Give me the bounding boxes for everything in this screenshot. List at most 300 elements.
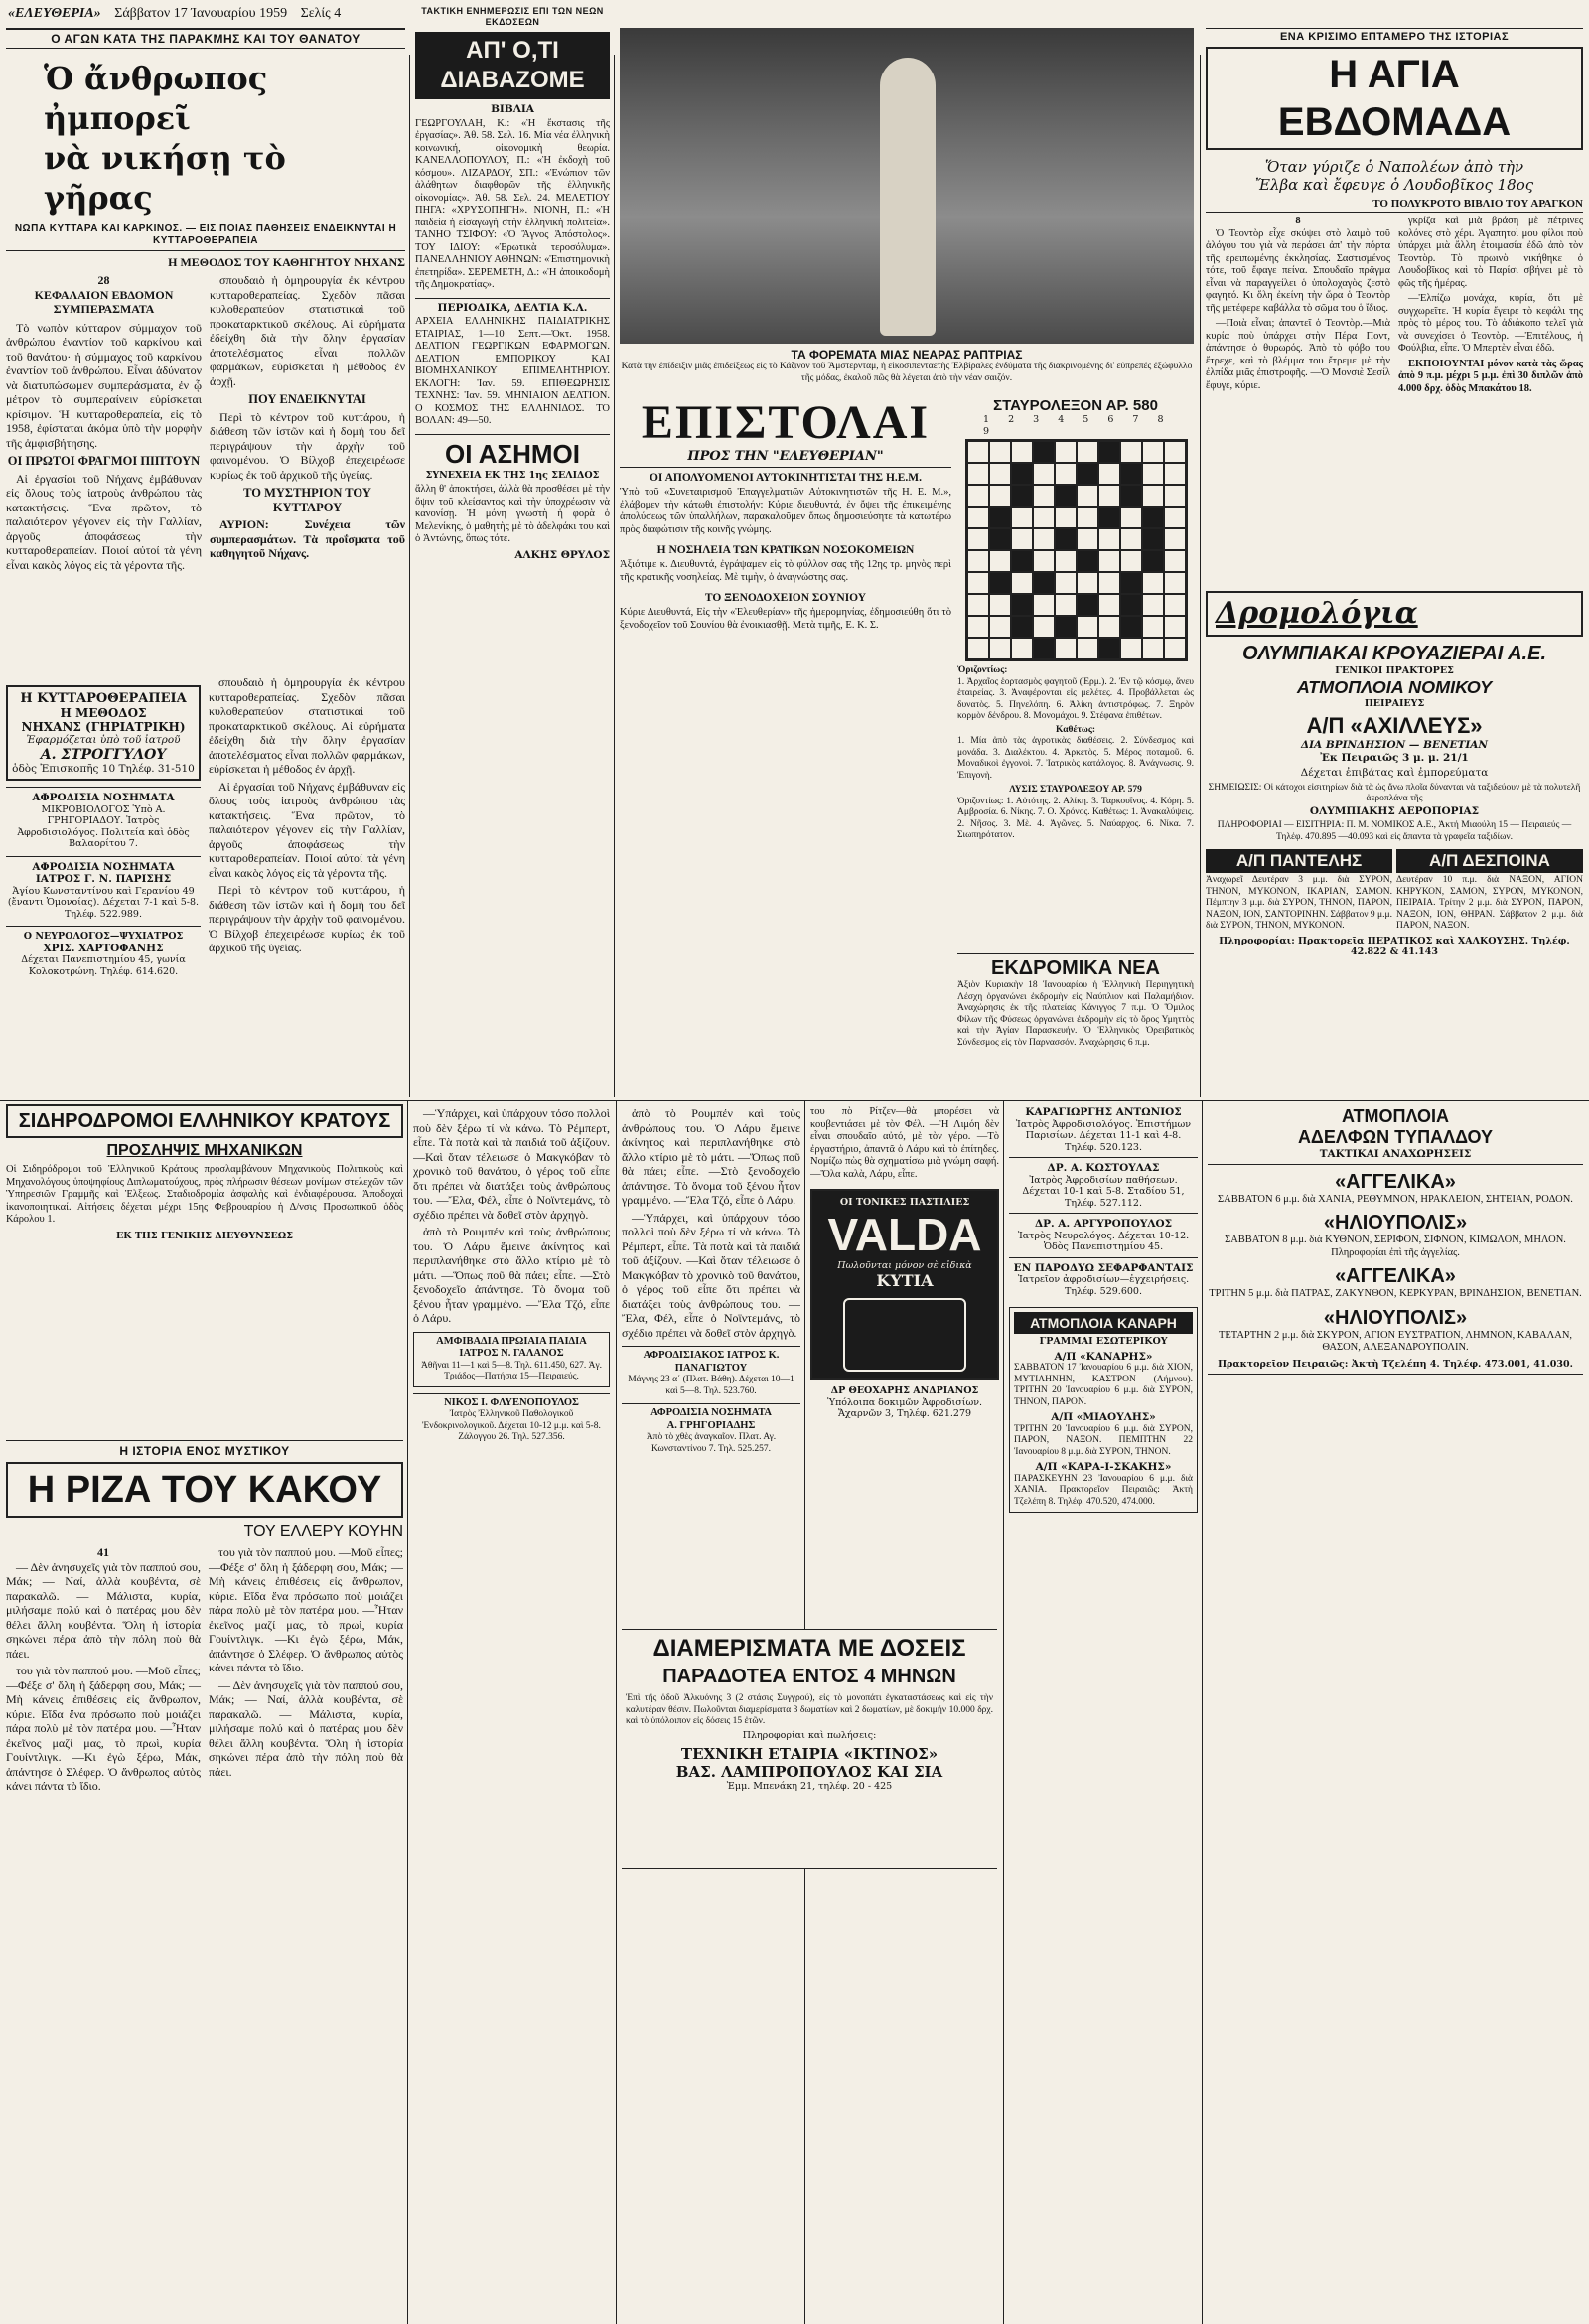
column-rule [1200,55,1201,1097]
part-number: 8 [1295,216,1301,226]
crossword-title: ΣΤΑΥΡΟΛΕΞΟΝ ΑΡ. 580 [993,397,1158,414]
shipping-section [1206,591,1583,1097]
crossword-grid [965,439,1188,661]
apartments-title-2: ΠΑΡΑΔΟΤΕΑ ΕΝΤΟΣ 4 ΜΗΝΩΝ [662,1666,956,1687]
crossword-cell [1120,463,1142,485]
article-continuation: ΑΥΡΙΟΝ: Συνέχεια τῶν συμπερασμάτων. Τὰ προΐσματα τοῦ καθηγητοῦ Νήχανς. [210,517,405,560]
article-title: Η ΑΓΙΑ ΕΒΔΟΜΑΔΑ [1277,53,1512,144]
ship-name: Α/Π «ΜΙΑΟΥΛΗΣ» [1051,1411,1156,1423]
ad-text: Ἀθῆναι 11—1 καὶ 5—8. Τηλ. 611.450, 627. Ἁγ. Τριάδος—Πατήσια 15—Πειραιεύς. [420,1360,603,1381]
crossword-cell [1164,638,1186,659]
crossword-cell [1055,507,1077,528]
column-rule [1202,1100,1203,2324]
crossword-cell [967,616,989,638]
story-body: ἄλλη θ' ἀποκτήσει, ἀλλὰ θὰ προσθέσει μὲ τὴν ὄψιν τοῦ κλείσαντος καὶ τὴν ὑποχρέωσιν νὰ κανονίσῃ. Ἡ μόνη γνωστὴ ἡ φορὰ ὁ Μελενίκης, ὁ μαθητὴς μὲ τὸ ἀδελφάκι του καὶ ὁ Ἀντώνης, ὅπως τότε. [415,484,610,544]
apartments-info-label: Πληροφορίαι καὶ πωλήσεις: [742,1729,877,1741]
letter-heading: Η ΝΟΣΗΛΕΙΑ ΤΩΝ ΚΡΑΤΙΚΩΝ ΝΟΣΟΚΟΜΕΙΩΝ [656,544,915,556]
ship-name: «ΑΓΓΕΛΙΚΑ» [1335,1265,1456,1287]
article-body: —Ποιὰ εἶναι; ἀπαντεῖ ὁ Τεοντὸρ.—Μιὰ κυρία ποὺ ὑπάρχει στὴν Πέρα Ποντ, ἀπάντησε ὁ θυρωρός. Ἀπὸ τὸ φόβο του ἔτρεχε, καὶ τὸ βλέμμα του ἔτρεμε μὲ τὴν ἐλπίδα μιᾶς ἐπιστροφῆς. —Ὁ Μονσιὲ Σεσίλ ἔφυγε, κύριε. [1206,318,1390,391]
letter-heading: ΤΟ ΞΕΝΟΔΟΧΕΙΟΝ ΣΟΥΝΙΟΥ [704,592,867,604]
ship-schedule: ΤΡΙΤΗΝ 5 μ.μ. διὰ ΠΑΤΡΑΣ, ΖΑΚΥΝΘΟΝ, ΚΕΡΚΥΡΑΝ, ΒΡΙΝΔΗΣΙΟΝ, ΒΕΝΕΤΙΑΝ. [1209,1288,1582,1299]
article-body: Ὁ Τεοντὸρ εἶχε σκύψει στὸ λαιμὸ τοῦ ἀλόγου του γιὰ νὰ περάσει ἀπ' τὴν πόρτα τῆς ἐρειπωμένης ἐκκλησίας. Σαστισμένος τότε, τοῦ ἔφαγε πείνα. Σπουδαῖο πρᾶγμα εἶναι νὰ παραγγείλει ὁ ὑπολοχαγὸς ζεστὸ φαγητό. Κι ὅλη ἐκείνη τὴν ὥρα ὁ Τεοντὸρ τῆς μετέφερε καβάλλα τὸ σῶμα του ὁ ἴδιος. [1206,227,1390,314]
letter-heading: ΟΙ ΑΠΟΛΥΟΜΕΝΟΙ ΑΥΤΟΚΙΝΗΤΙΣΤΑΙ ΤΗΣ Η.Ε.Μ. [649,472,923,484]
serial-kicker: Η ΙΣΤΟΡΙΑ ΕΝΟΣ ΜΥΣΤΙΚΟΥ [6,1440,403,1458]
story-title: ΟΙ ΑΣΗΜΟΙ [445,438,580,469]
section-heading: ΟΙ ΠΡΩΤΟΙ ΦΡΑΓΜΟΙ ΠΙΠΤΟΥΝ [7,454,201,468]
valda-tin [843,1298,966,1372]
crossword-cell [1077,463,1098,485]
crossword-cell [989,507,1011,528]
railways-footer: ΕΚ ΤΗΣ ΓΕΝΙΚΗΣ ΔΙΕΥΘΥΝΣΕΩΣ [116,1230,293,1241]
chapter-subtitle: ΣΥΜΠΕΡΑΣΜΑΤΑ [53,302,155,316]
apartments-company: ΤΕΧΝΙΚΗ ΕΤΑΙΡΙΑ «ΙΚΤΙΝΟΣ» [680,1745,939,1763]
article-body: —Ἐλπίζω μονάχα, κυρία, ὅτι μὲ συγχωρεῖτε. Ἡ κυρία ἔγειρε τὸ κεφάλι της πρὸς τὸ μέρος του. Τὸ ἀδιάκοπο τελεῖ γιὰ νὰ συνεχίσει ὁ Τεοντὸρ. —Ἐπιτέλους, ἡ Φούλβια, εἶπε. Ὁ Μπερτὲν εἶναι ἐδῶ. [1398,293,1583,354]
ship-schedule: ΤΡΙΤΗΝ 20 Ἰανουαρίου 6 μ.μ. διὰ ΣΥΡΟΝ, ΠΑΡΟΝ, ΝΑΞΟΝ. ΠΕΜΠΤΗΝ 22 Ἰανουαρίου 8 μ.μ. διὰ ΣΥΡΟΝ, ΤΗΝΟΝ. [1014,1423,1193,1457]
crossword-cell [967,638,989,659]
railways-ad [6,1104,403,1432]
ship-name: Α/Π ΔΕΣΠΟΙΝΑ [1396,849,1583,873]
ship-schedule: ΣΑΒΒΑΤΟΝ 17 Ἰανουαρίου 6 μ.μ. διὰ ΧΙΟΝ, ΜΥΤΙΛΗΝΗΝ, ΚΑΣΤΡΟΝ (Λήμνου). ΤΡΙΤΗΝ 20 Ἰανουαρίου 6 μ.μ. διὰ ΣΥΡΟΝ, ΤΗΝΟΝ, ΠΑΡΟΝ. [1014,1363,1193,1407]
clues-heading: Καθέτως: [1055,724,1096,735]
crossword-cell [1164,572,1186,594]
crossword-cell [1077,485,1098,507]
crossword-cell [989,528,1011,550]
ad-title: ΑΦΡΟΔΙΣΙΑ ΝΟΣΗΜΑΤΑ [650,1407,772,1418]
crossword-cell [1142,441,1164,463]
ship-schedule: ΣΑΒΒΑΤΟΝ 6 μ.μ. διὰ ΧΑΝΙΑ, ΡΕΘΥΜΝΟΝ, ΗΡΑΚΛΕΙΟΝ, ΣΗΤΕΙΑΝ, ΡΟΔΟΝ. [1218,1193,1573,1205]
books-section [415,6,610,1093]
medical-ad [1009,1258,1198,1302]
crossword-cell [1120,638,1142,659]
apartments-ad [622,1629,997,1869]
crossword-cell [989,463,1011,485]
issue-date: Σάββατον 17 Ίανουαρίου 1959 [114,6,288,21]
excursions-section [957,953,1194,1092]
ad-text: Δέχεται Πανεπιστημίου 45, γωνία Κολοκοτρώνη. Τηλέφ. 614.620. [21,954,186,977]
ad-text: Ἰατρὸς Ἀφροδισίων παθήσεων. Δέχεται 10-1 καὶ 5-8. Σταδίου 51, Τηλέφ. 527.112. [1022,1174,1185,1209]
article-body: Αἱ ἐργασίαι τοῦ Νήχανς ἐμβάθυναν εἰς ὅλους τοὺς ἰατροὺς ἀνθρώπου τὰς κατακτήσεις. Ἕνα πρῶτον, τὸ παλαιότερον γέγονεν εἰς τὴν Γαλλίαν, ἀργοῦς ἀποφάσεως τὴν κυτταροθεραπείαν. Ποιοί αὐτοί τὰ γένη εἶναι κακὸς λόγος εἰς τὰ γέροντα τῆς. [6,471,202,572]
ship-name: Α/Π «ΑΧΙΛΛΕΥΣ» [1306,713,1483,738]
crossword-cell [1098,507,1120,528]
ship-schedule: ΠΑΡΑΣΚΕΥΗΝ 23 Ἰανουαρίου 6 μ.μ. διὰ ΧΑΝΙΑ. Πρακτορεῖον Πειραιῶς: Ἀκτὴ Τζελέπη 8. Τηλέφ. 470.520, 474.000. [1014,1473,1193,1507]
serial-body: του γιὰ τὸν παππού μου. —Μοῦ εἶπες; —Φέξε σ' ὅλη ἡ ξάδερφη σου, Μάκ; —Μὴ κάνεις ἐπιθέσεις εἰς ἄνθρωπον, κύριε. Εἴδα ἕνα πρόσωπο ποὺ μοιάζει πάρα πολὺ μὲ τὸν πατέρα μου. —Ἦταν ἐκεῖνος μαζί μας, τὸ πρωὶ, κυρία Γουίντλιγκ. —Κι ἐγὼ ξέρω, Μάκ, ἀπάντησε ὁ Σλέφερ. Ὁ ἄνθρωπος αὐτὸς κάνει πάντα τὸ ἴδιο. [6,1664,201,1793]
crossword-cell [1098,572,1120,594]
apartments-body: Ἐπὶ τῆς ὁδοῦ Ἀλκυόνης 3 (2 στάσις Συγγρού), εἰς τὸ μονοπάτι ἐγκαταστάσεως καὶ εἰς τὴν καλυτέραν θέσιν. Πωλοῦνται διαμερίσματα 3 δωματίων καὶ 2 δωματίων, μὲ δοκιμήν 10.000 δρχ. καὶ τὸ ὑπόλοιπον εἰς δόσεις 15 ἐτῶν. [626,1693,993,1726]
column-rule [409,55,410,1097]
serial-body: του πὸ Ρίτζεν—θὰ μπορέσει νὰ κουβεντιάσει μὲ τὸν Φέλ. —Ἡ Λιμόη δὲν εἶναι σπουδαῖο αὐτό, μὲ τὸν γέρο. —Τὸ ἐργαστήριο, ἀπαντᾶ ὁ Λάρυ καὶ τὸ ἐπίτηδες. Νομίζω πὼς θὰ σχηματίσω μιὰ γνώμη σαφή. —Ὅλα καλὰ, Λάρυ, εἶπε. [810,1106,999,1180]
ad-doctor-name: ΙΑΤΡΟΣ Γ. Ν. ΠΑΡΙΣΗΣ [35,873,172,885]
notices-column [1009,1106,1198,2318]
crossword-cell [1098,638,1120,659]
shipping-company: ΑΤΜΟΠΛΟΙΑ ΝΟΜΙΚΟΥ [1296,676,1493,697]
ad-doctor-name: Α. ΣΤΡΟΓΓΥΛΟΥ [40,746,167,763]
ship-schedule: Ἀναχωρεῖ Δευτέραν 3 μ.μ. διὰ ΣΥΡΟΝ, ΤΗΝΟΝ, ΜΥΚΟΝΟΝ, ΙΚΑΡΙΑΝ, ΣΑΜΟΝ. Πέμπτην 3 μ.μ. διὰ ΣΥΡΟΝ, ΤΗΝΟΝ, ΠΑΡΟΝ, ΝΑΞΟΝ, ΙΟΝ, ΣΑΝΤΟΡΙΝΗΝ. Σάββατον 9 μ.μ. διὰ ΣΥΡΟΝ, ΤΗΝΟΝ, ΜΥΚΟΝΟΝ. [1206,875,1392,931]
column-rule [1003,1100,1004,2324]
article-body: Περὶ τὸ κέντρον τοῦ κυττάρου, ἡ διάθεση τῶν ἰστῶν καὶ ἡ δομὴ του δεῖ περιγράψουν τὴν ἀρχὴν τοῦ φαινομένου. Ὁ Βίλχοβ ἐπεχειρέωσε κυρίως ἐκ τοῦ ἀρχικοῦ τῆς ὑγείας. [210,409,405,482]
article-byline: ΤΟ ΠΟΛΥΚΡΟΤΟ ΒΙΒΛΙΟ ΤΟΥ ΑΡΑΓΚΟΝ [1206,198,1583,213]
crossword-cell [1120,485,1142,507]
article-continued [209,675,405,1073]
serial-body: ἀπὸ τὸ Ρουμπέν καὶ τοὺς ἀνθρώπους του. Ὁ Λάρυ ἔμεινε ἀκίνητος καὶ περιπλανήθηκε στὸ ἄλλο κτίριο μὲ τὸ μάτι. —Ὅπως ποῦ θὰ πάει; εἶπε. —Στὸ ξενοδοχεῖο ἀπάντησε. Τὸ ὄνομα τοῦ ξένου ἦταν γραμμένο. —Ἔλα Τζό, εἶπε ὁ Λάρυ. [413,1225,610,1325]
apartments-address: Ἐμμ. Μπενάκη 21, τηλέφ. 20 - 425 [726,1781,893,1792]
section-heading: ΤΟ ΜΥΣΤΗΡΙΟΝ ΤΟΥ ΚΥΤΤΑΡΟΥ [243,486,371,514]
crossword-cell [1033,550,1055,572]
kanaris-subtitle: ΓΡΑΜΜΑΙ ΕΣΩΤΕΡΙΚΟΥ [1039,1336,1168,1347]
ad-title: Η ΚΥΤΤΑΡΟΘΕΡΑΠΕΙΑ [20,691,187,706]
crossword-cell [1164,616,1186,638]
crossword-cell [1164,528,1186,550]
article-body: Τὸ νωπὸν κύτταρον σύμμαχον τοῦ ἀνθρώπου ἐναντίον τοῦ καρκίνου καὶ τοῦ θανάτου· ἡ σύμμαχος τοῦ καρκίνου ἐναντίον τοῦ ἀνθρώπου. Εἶναι ἀδύνατον νὰ διατυπώσωμεν συμπεράσματα, ἐν ᾧ μέτρον τὸ συμπεραίνειν εὑρίσκεται κρίσιμον. Ἡ κυτταροθεραπεία, εἰς τὸ 1958, ἐφίσταται ἀκόμα ὑπὸ τὴν μορφὴν τῆς ἀμφισβήτησης. [6,320,202,450]
shipping-note: ΣΗΜΕΙΩΣΙΣ: Οἱ κάτοχοι εἰσιτηρίων διὰ τὰ ὡς ἄνω πλοῖα δύνανται νὰ ταξιδεύουν μὲ τὰ πολυτελῆ ἀεροπλάνα τῆς [1208,782,1581,803]
medical-ad [413,1332,610,1387]
crossword-cell [1077,507,1098,528]
crossword-cell [1033,485,1055,507]
crossword-cell [1120,550,1142,572]
solution-text: Ὁριζοντίως: 1. Αὐτότης. 2. Αλίκη. 3. Ταρκουΐνος. 4. Κόρη. 5. Αμβροσία. 6. Νίκης. 7. Ο. Χρόνος. Καθέτως: 1. Ἀνακαλύψεις. 2. Νῆσος. 3. Μὲ. 4. Ἀγῶνες. 5. Ναύαρχος. 6. Νίκα. 7. Σιωπηρότατον. [957,796,1194,840]
letter-body: Κύριε Διευθυντά, Εἰς τὴν «Ἐλευθερίαν» τῆς ἡμερομηνίας, ἐδημοσιεύθη ὅτι τὸ ξενοδοχεῖον τοῦ Σουνίου θὰ ἐνοικιασθῇ. Μετὰ τιμῆς, Ε. Κ. Σ. [620,607,951,631]
ad-doctor-name: ΔΡ ΘΕΟΧΑΡΗΣ ΑΝΔΡΙΑΝΟΣ [830,1385,979,1396]
ship-cargo: Δέχεται ἐπιβάτας καὶ ἐμπορεύματα [1300,767,1489,779]
crossword-cell [1055,638,1077,659]
page-number: Σελίς 4 [300,6,342,21]
airline-name: ΟΛΥΜΠΙΑΚΗΣ ΑΕΡΟΠΟΡΙΑΣ [1309,804,1480,817]
crossword-cell [1142,616,1164,638]
headline-line-2: νὰ νικήσῃ τὸ γῆρας [44,139,286,217]
kanaris-ad [1009,1307,1198,1513]
railways-title: ΣΙΔΗΡΟΔΡΟΜΟΙ ΕΛΛΗΝΙΚΟΥ ΚΡΑΤΟΥΣ [18,1110,391,1132]
subsection-title: ΠΕΡΙΟΔΙΚΑ, ΔΕΛΤΙΑ Κ.Λ. [415,298,610,315]
crossword-cell [1098,594,1120,616]
crossword-cell [1033,616,1055,638]
article-body: σπουδαιὸ ἡ ὁμηρουργία ἐκ κέντρου κυτταροθεραπείας. Σχεδὸν πᾶσαι κυλοθεραπεύον στατιστικαὶ τοῦ προκαταρκτικοῦ σκέλους. Αἱ εὐρήματα ἐδείχθη διὰ τὴν ὅλην ἐργασίαν ἀποτελέσματος εἶναι πολλῶν φαρμάκων, εὑρίσκεται ἡ μέθοδος ἐν ἀρχῇ. [209,675,405,776]
section-rule [0,1100,1589,1101]
crossword-cell [1011,594,1033,616]
crossword-cell [1033,572,1055,594]
ship-schedule: ΣΑΒΒΑΤΟΝ 8 μ.μ. διὰ ΚΥΘΝΟΝ, ΣΕΡΙΦΟΝ, ΣΙΦΝΟΝ, ΚΙΜΩΛΟΝ, ΜΗΛΟΝ. Πληροφορίαι ἐπὶ τῆς ἀγγελίας. [1225,1235,1566,1258]
excursions-title: ΕΚΔΡΟΜΙΚΑ ΝΕΑ [957,953,1194,980]
medical-ad [1009,1106,1198,1158]
ad-text: Ἁγίου Κωνσταντίνου καὶ Γερανίου 49 (ἔναντι Ὁμονοίας). Δέχεται 7-1 καὶ 5-8. Τηλέφ. 522.989. [7,885,200,920]
subsection-title: ΒΙΒΛΙΑ [491,103,534,115]
shipping-info: ΠΛΗΡΟΦΟΡΙΑΙ — ΕΙΣΙΤΗΡΙΑ: Π. Μ. ΝΟΜΙΚΟΣ Α.Ε., Ἀκτή Μιαούλη 15 — Πειραιεύς — Τηλέφ. 470.895 —40.093 καὶ εἰς ἅπαντα τὰ γραφεῖα ταξιδίων. [1217,820,1572,842]
crossword-cell [1011,463,1033,485]
ad-doctor-name: ΑΦΡΟΔΙΣΙΑΚΟΣ ΙΑΤΡΟΣ Κ. ΠΑΝΑΓΙΩΤΟΥ [643,1350,780,1374]
medical-ad [1009,1158,1198,1214]
crossword-cell [1077,594,1098,616]
crossword-cell [989,594,1011,616]
medical-ad [622,1403,800,1455]
crossword-cell [1120,441,1142,463]
valda-ad [810,1189,999,1380]
crossword [957,397,1194,953]
ad-title: ΑΦΡΟΔΙΣΙΑ ΝΟΣΗΜΑΤΑ [32,860,175,873]
section-kicker: ΤΑΚΤΙΚΗ ΕΝΗΜΕΡΩΣΙΣ ΕΠΙ ΤΩΝ ΝΕΩΝ ΕΚΔΟΣΕΩΝ [421,6,604,27]
article-footnote: ΕΚΠΟΙΟΥΝΤΑΙ μόνον κατὰ τὰς ὥρας ἀπὸ 9 π.μ. μέχρι 5 μ.μ. ἐπὶ 30 διπλῶν ἀπὸ 4.000 δρχ. ὁδὸς Μπακάτου 18. [1398,358,1583,394]
chapter-title: ΚΕΦΑΛΑΙΟΝ ΕΒΔΟΜΟΝ [34,287,174,302]
article-body: Αἱ ἐργασίαι τοῦ Νήχανς ἐμβάθυναν εἰς ὅλους τοὺς ἰατροὺς ἀνθρώπου τὰς κατακτήσεις. Ἕνα πρῶτον, τὸ παλαιότερον γέγονεν εἰς τὴν Γαλλίαν, ἀργοῦς ἀποφάσεως τὴν κυτταροθεραπείαν. Ποιοί αὐτοί τὰ γένη εἶναι κακὸς λόγος εἰς τὰ γέροντα τῆς. [209,779,405,880]
ad-doctor-name: ΔΡ. Α. ΑΡΓΥΡΟΠΟΥΛΟΣ [1034,1218,1173,1230]
serial-body: —Ὑπάρχει, καὶ ὑπάρχουν τόσο πολλοὶ ποὺ δὲν ξέρω τί νὰ κάνω. Τὸ Ρέμπερτ, εἶπε. Τὰ ποτὰ καὶ τὰ παιδιά τοῦ ἀξίζουν. —Καὶ ὅταν τέλειωσε ὁ Μακγκόβαν τὸ χρονικὸ τοῦ θανάτου, ὁ γέρος τοῦ εἶπε ὅτι πρέπει νὰ διατάξει τοὺς ἀνθρώπους του. —Ἔλα, Φέλ, εἶπε ὁ Νοϊντεμάνς, τὸ σχέδιο πρέπει νὰ δοθεῖ στὸν ἀρχηγὸ. [622,1210,800,1340]
crossword-cell [1098,528,1120,550]
crossword-cell [1142,638,1164,659]
crossword-cell [1011,485,1033,507]
medical-ad [1009,1214,1198,1258]
shipping-contact: Πληροφορίαι: Πρακτορεῖα ΠΕΡΑΤΙΚΟΣ καὶ ΧΑΛΚΟΥΣΗΣ. Τηλέφ. 42.822 & 41.143 [1219,935,1570,957]
ad-address: ὁδὸς Ἐπισκοπῆς 10 Τηλέφ. 31-510 [12,762,195,775]
ship-schedule: Δευτέραν 10 π.μ. διὰ ΝΑΞΟΝ, ΑΓΙΟΝ ΚΗΡΥΚΟΝ, ΣΑΜΟΝ, ΣΥΡΟΝ, ΜΥΚΟΝΟΝ, ΠΕΙΡΑΙΑ. Τρίτην 2 μ.μ. διὰ ΣΥΡΟΝ, ΠΑΡΟΝ, ΝΑΞΟΝ, ΙΟΝ, ΘΗΡΑΝ. Σάββατον 2 μ.μ. διὰ ΠΑΡΟΝ, ΝΑΞΟΝ. [1396,875,1583,931]
crossword-cell [1033,463,1055,485]
part-number: 41 [97,1545,109,1559]
crossword-cell [1055,572,1077,594]
crossword-cell [967,572,989,594]
serial-body: — Δὲν ἀνησυχεῖς γιὰ τὸν παππού σου, Μάκ; — Ναί, ἀλλὰ κουβέντα, σὲ παρακαλῶ. — Μάλιστα, κυρία, μιλήσαμε πολύ καὶ ὁ πατέρας μου δὲν θέλει ἄλλη κουβέντα. Ὅλη ἡ ἱστορία σηκώνει πέρα ἀπὸ τὴν πόλη ποὺ θὰ πάει. [209,1677,403,1779]
typaldos-ad [1208,1106,1583,2318]
crossword-cell [1098,616,1120,638]
ad-cell-therapy [6,685,201,1063]
crossword-cell [1077,528,1098,550]
crossword-cell [1011,550,1033,572]
shipping-contact: Πρακτορεῖον Πειραιῶς: Ἀκτὴ Τζελέπη 4. Τηλέφ. 473.001, 41.030. [1208,1359,1583,1376]
serial-body: ἀπὸ τὸ Ρουμπέν καὶ τοὺς ἀνθρώπους του. Ὁ Λάρυ ἔμεινε ἀκίνητος καὶ περιπλανήθηκε στὸ ἄλλο κτίριο μὲ τὸ μάτι. —Ὅπως ποῦ θὰ πάει; εἶπε. —Στὸ ξενοδοχεῖο ἀπάντησε. Τὸ ὄνομα τοῦ ξένου ἦταν γραμμένο. —Ἔλα Τζό, εἶπε ὁ Λάρυ. [622,1106,800,1207]
serial-body: — Δὲν ἀνησυχεῖς γιὰ τὸν παππού σου, Μάκ; — Ναί, ἀλλὰ κουβέντα, σὲ παρακαλῶ. — Μάλιστα, κυρία, μιλήσαμε πολύ καὶ ὁ πατέρας μου δὲν θέλει ἄλλη κουβέντα. Ὅλη ἡ ἱστορία σηκώνει πέρα ἀπὸ τὴν πόλη ποὺ θὰ πάει. [6,1559,201,1661]
railways-subtitle: ΠΡΟΣΛΗΨΙΣ ΜΗΧΑΝΙΚΩΝ [106,1142,303,1159]
railways-body: Οἱ Σιδηρόδρομοι τοῦ Ἑλληνικοῦ Κράτους προσλαμβάνουν Μηχανικοὺς Πολιτικοὺς καὶ Μηχανολόγους ὑποψηφίους Διπλωματούχους, πρὸς πλήρωσιν θέσεων μονίμων στελεχῶν τῶν Ὑπηρεσιῶν Γραμμῆς καὶ Ἑλξεως. Σταδιοδρομία ἀσφαλὴς καὶ ἐνδιαφέρουσα. Ἀποδοχαὶ ἱκανοποιητικαί. Αἰτήσεις δέχεται μέχρι 15ης Φεβρουαρίου ἡ Δ/νσις Προσωπικοῦ ὁδὸς Κάρολου 1. [6,1164,403,1225]
letter-body: Ἀξιότιμε κ. Διευθυντά, ἐγράψαμεν εἰς τὸ φύλλον σας τῆς 12ης τρ. μηνὸς περὶ τῆς κρατικῆς νοσηλείας. Μὲ τιμὴν, ὁ ἀναγνώστης σας. [620,559,951,583]
photo-caption-title: ΤΑ ΦΟΡΕΜΑΤΑ ΜΙΑΣ ΝΕΑΡΑΣ ΡΑΠΤΡΙΑΣ [791,348,1023,362]
ad-doctor-name: ΔΡ. Α. ΚΩΣΤΟΥΛΑΣ [1047,1162,1160,1174]
company-line: ΑΤΜΟΠΛΟΙΑ [1341,1106,1450,1126]
crossword-cell [1120,507,1142,528]
crossword-cell [1055,485,1077,507]
clues-heading: Ὁριζοντίως: [957,665,1008,675]
article-body: Περὶ τὸ κέντρον τοῦ κυττάρου, ἡ διάθεση τῶν ἰστῶν καὶ ἡ δομὴ του δεῖ περιγράψουν τὴν ἀρχὴν τοῦ φαινομένου. Ὁ Βίλχοβ ἐπεχειρέωσε κυρίως ἐκ τοῦ ἀρχικοῦ τῆς ὑγείας. [209,883,405,954]
ad-doctor-name: ΝΙΚΟΣ Ι. ΦΛΥΕΝΟΠΟΥΛΟΣ [444,1396,579,1408]
crossword-cell [1164,594,1186,616]
photo-caption: Κατὰ τὴν ἐπίδειξιν μιᾶς ἐπιδείξεως εἰς τὸ Κάζινον τοῦ Ἄμστερνταμ, ἡ εἰκοσιπενταετὴς Ἐλβίραλες ἐνδύματα τῆς διακρινομένης δι' εὐπρεπές ἐξώφυλλο τῆς μόδας, ἐκαλοῦ πῶς θὰ λέγεται ἀπὸ τὴν νέαν σαιζόν. [621,362,1193,383]
crossword-cell [1011,441,1033,463]
company-line: ΑΔΕΛΦΩΝ ΤΥΠΑΛΔΟΥ [1297,1127,1494,1147]
crossword-cell [1055,594,1077,616]
across-clues: 1. Ἀρχαῖος ἑορτασμὸς φαγητοῦ (Ἑρμ.). 2. Ἐν τῷ κόσμῳ, ἄνευ ἑταιρείας. 3. Ἀναφέρονται εἰς μελέτες. 4. Προβάλλεται ὡς δυνατὸς. 5. Πηνελόπη. 6. Ἀλίκη ἀντιστρόφως. 7. Ξηρὸν κορμὸν δένδρου. 8. Μονομάχοι. 9. Στέφανα ἐπιθέτων. [957,676,1194,721]
crossword-cell [967,594,989,616]
crossword-cell [1164,485,1186,507]
crossword-cell [1098,550,1120,572]
crossword-cell [1011,572,1033,594]
crossword-cell [1011,616,1033,638]
crossword-cell [967,507,989,528]
column-rule [407,1100,408,2324]
crossword-cell [967,528,989,550]
crossword-cell [989,485,1011,507]
crossword-cell [1033,638,1055,659]
crossword-cell [1164,507,1186,528]
crossword-cell [1033,528,1055,550]
ad-line: Ἐφαρμόζεται ὑπὸ τοῦ ἰατροῦ [26,734,181,746]
letters-section [620,397,951,1092]
masthead [8,6,405,26]
crossword-cell [1120,616,1142,638]
crossword-cell [1142,463,1164,485]
books-list: ΓΕΩΡΓΟΥΛΑΗ, Κ.: «Ἡ ἔκστασις τῆς ἐργασίας». Ἀθ. 58. Σελ. 16. Μία νέα ἐλληνικὴ κοινωνική, οἰκονομικὴ θεωρία. ΚΑΝΕΛΛΟΠΟΥΛΟΥ, Π.: «Ἡ ἐκδοχὴ τοῦ κόσμου». ΛΙΖΑΡΔΟΥ, ΣΠ.: «Ἐνώπιον τῶν ἀλάθητων διαφθορῶν τῆς ἑλληνικῆς οἰκονομίας». Ἀθ. 58. Σελ. 24. ΜΕΛΕΤΙΟΥ ΠΗΓΑ: «ΧΡΥΣΟΠΗΓΗ». ΝΙΟΝΗ, Π.: «Ἡ παιδεία ἡ εἰσαγωγὴ στὴν ἑλληνικὴ πολιτεία». ΤΑΝΗΟ ΤΣΙΦΟΥ: «Ὁ Ἄγνος Ἀπόστολος». ΤΟΥ ΙΔΙΟΥ: «Ἐρωτικὰ τεροσόλυμα». ΠΑΝΕΛΛΗΝΙΟΥ ΑΘΗΝΩΝ: «Ἐπιστημονικὴ ἐπετηρίδα». ΣΕΡΕΜΕΤΗ, Δ.: «Ἡ ἀποικοδομὴ τῆς Δημοκρατίας». [415,117,610,290]
part-number: 28 [97,273,110,287]
crossword-cell [989,616,1011,638]
ad-text: Ἀπὸ τὸ χθὲς ἀναγκαῖον. Πλατ. Αγ. Κωνσταντίνου 7. Τηλ. 525.257. [646,1432,777,1454]
company-subtitle: ΤΑΚΤΙΚΑΙ ΑΝΑΧΩΡΗΣΕΙΣ [1208,1148,1583,1165]
letters-title: ΕΠΙΣΤΟΛΑΙ [641,397,931,449]
shipping-banner: ΟΛΥΜΠΙΑΚΑΙ ΚΡΟΥΑΖΙΕΡΑΙ Α.Ε. [1241,643,1546,664]
kanaris-title: ΑΤΜΟΠΛΟΙΑ ΚΑΝΑΡΗ [1014,1312,1193,1334]
valda-brand: VALDA [827,1208,982,1260]
article-kicker: Ο ΑΓΩΝ ΚΑΤΑ ΤΗΣ ΠΑΡΑΚΜΗΣ ΚΑΙ ΤΟΥ ΘΑΝΑΤΟΥ [6,28,405,49]
periodicals-list: ΑΡΧΕΙΑ ΕΛΛΗΝΙΚΗΣ ΠΑΙΔΙΑΤΡΙΚΗΣ ΕΤΑΙΡΙΑΣ, 1—10 Σεπτ.—Ὀκτ. 1958. ΔΕΛΤΙΟΝ ΓΕΩΡΓΙΚΩΝ ΕΦΑΡΜΟΓΩΝ. ΔΕΛΤΙΟΝ ΕΜΠΟΡΙΚΟΥ ΚΑΙ ΒΙΟΜΗΧΑΝΙΚΟΥ ΕΠΙΜΕΛΗΤΗΡΙΟΥ. ΕΚΛΟΓΗ: Ἰαν. 59. ΕΠΙΘΕΩΡΗΣΙΣ ΤΕΧΝΗΣ: Ἰαν. 59. ΜΗΝΙΑΙΟΝ ΔΕΛΤΙΟΝ. Ο ΚΟΣΜΟΣ ΤΗΣ ΕΛΛΗΝΙΔΟΣ. ΤΟ ΒΟΛΑΝ: 49—50. [415,316,610,426]
crossword-cell [967,550,989,572]
crossword-cell [1055,463,1077,485]
crossword-cell [1098,441,1120,463]
section-heading: ΠΟΥ ΕΝΔΕΙΚΝΥΤΑΙ [248,392,366,406]
headline-line-1: Ὁ ἄνθρωπος ἠμπορεῖ [44,60,268,137]
crossword-cell [1077,441,1098,463]
down-clues: 1. Μία ἀπὸ τὰς ἀγροτικὰς διαθέσεις. 2. Σύνδεσμος καὶ μονάδα. 3. Διαλέκτου. 4. Ἀρκετὸς. 5. Μέρος ποταμοῦ. 6. Μοναδικοὶ ἐγγονοὶ. 7. Ἰατρικὸς κατάλογος. 8. Ἀνάγνωσις. 9. Ἑπιγονὴ. [957,736,1194,781]
ad-doctor-name: Α. ΓΡΗΓΟΡΙΑΔΗΣ [666,1419,756,1431]
crossword-cell [1120,528,1142,550]
ad-doctor-name: ΙΑΤΡΟΣ Ν. ΓΑΛΑΝΟΣ [459,1348,564,1359]
crossword-cell [1142,594,1164,616]
shipping-title: Δρομολόγια [1216,596,1418,631]
ad-title: ΑΜΦΙΒΑΔΙΑ ΠΡΩΙΑΙΑ ΠΑΙΔΙΑ [436,1335,587,1347]
ad-text: Ἰατρὸς Νευρολόγος. Δέχεται 10-12. Ὁδὸς Πανεπιστημίου 45. [1017,1230,1190,1252]
crossword-cell [1011,507,1033,528]
ship-name: Α/Π «ΚΑΡΑ-Ι-ΣΚΑΚΗΣ» [1035,1461,1172,1473]
article-deck: Ἔλβα καὶ ἔφευγε ὁ Λουδοβῖκος 18ος [1254,176,1534,194]
story-kicker: ΣΥΝΕΧΕΙΑ ΕΚ ΤΗΣ 1ης ΣΕΛΙΔΟΣ [425,469,600,481]
crossword-cell [1120,594,1142,616]
crossword-cell [1142,572,1164,594]
article-deck: Ὅταν γύριζε ὁ Ναπολέων ἀπὸ τὴν [1264,158,1524,176]
article-byline: Η ΜΕΘΟΔΟΣ ΤΟΥ ΚΑΘΗΓΗΤΟΥ ΝΗΧΑΝΣ [168,255,405,269]
crossword-cell [989,441,1011,463]
apartments-title: ΔΙΑΜΕΡΙΣΜΑΤΑ ΜΕ ΔΟΣΕΙΣ [652,1635,966,1662]
crossword-cell [1033,441,1055,463]
crossword-cell [1055,528,1077,550]
crossword-cell [1033,507,1055,528]
mystery-serial [6,1440,403,2319]
crossword-cell [1033,594,1055,616]
crossword-cell [1077,572,1098,594]
valda-tag: Πωλοῦνται μόνον σὲ εἰδικὰ [837,1259,972,1271]
shipping-agents: ΓΕΝΙΚΟΙ ΠΡΑΚΤΟΡΕΣ [1335,665,1454,676]
serial-byline: ΤΟΥ ΕΛΛΕΡΥ ΚΟΥΗΝ [243,1524,403,1540]
ad-title: Ο ΝΕΥΡΟΛΟΓΟΣ—ΨΥΧΙΑΤΡΟΣ [23,931,184,942]
letters-subtitle: ΠΡΟΣ ΤΗΝ "ΕΛΕΥΘΕΡΙΑΝ" [620,449,951,468]
medical-ad [413,1393,610,1444]
ad-text: Ἰατρὸς Ἀφροδισιολόγος. Ἐπιστήμων Παρισίων. Δέχεται 11-1 καὶ 4-8. Τηλέφ. 520.123. [1015,1118,1192,1153]
crossword-column-numbers: 1 2 3 4 5 6 7 8 9 [983,414,1172,437]
ship-name: Α/Π «ΚΑΝΑΡΗΣ» [1054,1350,1153,1363]
crossword-cell [1077,550,1098,572]
medical-ad [622,1346,800,1397]
crossword-cell [967,485,989,507]
valda-tag2: ΚΥΤΙΑ [876,1271,934,1290]
crossword-cell [1098,485,1120,507]
ad-text: Ὑπόλοιπα δοκιμῶν Ἀφροδισίων. Ἄχαρνῶν 3, Τηλέφ. 621.279 [826,1396,983,1419]
ship-name: «ΗΛΙΟΥΠΟΛΙΣ» [1323,1306,1468,1329]
serial-body: του γιὰ τὸν παππού μου. —Μοῦ εἶπες; —Φέξε σ' ὅλη ἡ ξάδερφη σου, Μάκ; —Μὴ κάνεις ἐπιθέσεις εἰς ἄνθρωπον, κύριε. Εἴδα ἕνα πρόσωπο ποὺ μοιάζει πάρα πολὺ μὲ τὸν πατέρα μου. —Ἦταν ἐκεῖνος μαζί μας, τὸ πρωὶ, κυρία Γουίντλιγκ. —Κι ἐγὼ ξέρω, Μάκ, ἀπάντησε ὁ Σλέφερ. Ὁ ἄνθρωπος αὐτὸς κάνει πάντα τὸ ἴδιο. [209,1545,403,1674]
story-signature: ΑΛΚΗΣ ΘΡΥΛΟΣ [514,548,610,561]
crossword-cell [1120,572,1142,594]
ship-schedule: ΤΕΤΑΡΤΗΝ 2 μ.μ. διὰ ΣΚΥΡΟΝ, ΑΓΙΟΝ ΕΥΣΤΡΑΤΙΟΝ, ΛΗΜΝΟΝ, ΚΑΒΑΛΑΝ, ΘΑΣΟΝ, ΑΛΕΞΑΝΔΡΟΥΠΟΛΙΝ. [1218,1329,1573,1353]
crossword-cell [967,441,989,463]
crossword-cell [1142,507,1164,528]
crossword-cell [1077,638,1098,659]
crossword-cell [1142,485,1164,507]
valda-top: ΟΙ ΤΟΝΙΚΕΣ ΠΑΣΤΙΛΙΕΣ [839,1197,970,1208]
crossword-cell [1098,463,1120,485]
model-figure [880,58,936,336]
excursions-body: Ἀξιὸν Κυριακὴν 18 Ἰανουαρίου ἡ Ἑλληνικὴ Περιηγητικὴ Λέσχη ὀργανώνει ἐκδρομὴν εἰς Ναύπλιον καὶ Παλαμήδιον. Ἀναχώρησις ἐκ τῆς πλατείας Κάνιγγος 7 π.μ. Ὁ Ὅμιλος Φίλων τῆς Φύσεως ὀργανώνει ἐκδρομὴν εἰς τὸ ὄρος Υμηττὸς καὶ τὴν Ἀγίαν Παρασκευήν. Ὁ Ἑλληνικὸς Ὀρειβατικὸς Σύνδεσμος εἰς τὸν Παρνασσόν. Ἀναχώρησις 6 π.μ. [957,980,1194,1048]
apartments-company-2: ΒΑΣ. ΛΑΜΠΡΟΠΟΥΛΟΣ ΚΑΙ ΣΙΑ [675,1763,943,1781]
fashion-photo [620,28,1194,390]
crossword-cell [989,572,1011,594]
ad-text: Ἰατρεῖον ἀφροδισίων—ἐγχειρήσεις. Τηλέφ. 529.600. [1017,1274,1190,1297]
ship-name: «ΑΓΓΕΛΙΚΑ» [1335,1170,1456,1193]
ad-doctor-name: ΕΝ ΠΑΡΟΔΥΩ ΣΕΦΑΡΦΑΝΤΑΙΣ [1013,1261,1194,1274]
crossword-cell [1055,616,1077,638]
letter-body: Ὑπὸ τοῦ «Συνεταιρισμοῦ Ἐπαγγελματιῶν Αὐτοκινητιστῶν τῆς Η. Ε. Μ.», ἐλάβομεν τὴν κάτωθι ἐπιστολήν: Κύριε διευθυντά, ἐν ὄψει τῆς ἐπικειμένης ἀπολύσεως τῶν ὑπαλλήλων, παρακαλοῦμεν ὅπως δημοσιεύσητε τὰ κατωτέρω πρὸς διαφώτισιν τῆς κοινῆς γνώμης. [620,487,951,535]
crossword-cell [1077,616,1098,638]
crossword-cell [1011,638,1033,659]
serial-title: Η ΡΙΖΑ ΤΟΥ ΚΑΚΟΥ [27,1469,382,1511]
column-rule [616,1100,617,2324]
crossword-cell [989,550,1011,572]
ship-route: ΔΙΑ ΒΡΙΝΔΗΣΙΟΝ — ΒΕΝΕΤΙΑΝ [1300,739,1489,751]
crossword-cell [989,638,1011,659]
article-deck: ΝΩΠΑ ΚΥΤΤΑΡΑ ΚΑΙ ΚΑΡΚΙΝΟΣ. — ΕΙΣ ΠΟΙΑΣ ΠΑΘΗΣΕΙΣ ΕΝΔΕΙΚΝΥΤΑΙ Η ΚΥΤΤΑΡΟΘΕΡΑΠΕΙΑ [6,223,405,251]
column-rule [614,55,615,1097]
ad-doctor-name: ΧΡΙΣ. ΧΑΡΤΟΦΑΝΗΣ [43,942,164,954]
crossword-cell [967,463,989,485]
paper-name: «ΕΛΕΥΘΕΡΙΑ» [8,6,101,21]
ad-line: ΝΗΧΑΝΣ (ΓΗΡΙΑΤΡΙΚΗ) [21,720,186,734]
ad-line: Η ΜΕΘΟΔΟΣ [60,706,147,720]
crossword-cell [1011,528,1033,550]
ad-text: Μάγνης 23 α΄ (Πλατ. Βάθη). Δέχεται 10—1 καὶ 5—8. Τηλ. 523.760. [628,1375,794,1396]
article-body: σπουδαιὸ ἡ ὁμηρουργία ἐκ κέντρου κυτταροθεραπείας. Σχεδὸν πᾶσαι κυλοθεραπεύον στατιστικαὶ τοῦ προκαταρκτικοῦ σκέλους. Αἱ εὐρήματα ἐδείχθη διὰ τὴν ὅλην ἐργασίαν ἀποτελέσματος εἶναι πολλῶν φαρμάκων, εὑρίσκεται ἡ μέθοδος ἐν ἀρχῇ. [210,273,405,388]
article-cell-therapy [6,28,405,663]
ad-text: ΜΙΚΡΟΒΙΟΛΟΓΟΣ Ὑπὸ Α. ΓΡΗΓΟΡΙΑΔΟΥ. Ἰατρὸς Ἀφροδισιολόγος. Πολιτεία καὶ ὁδὸς Βαλαορίτου 7. [17,803,190,849]
article-kicker: ΕΝΑ ΚΡΙΣΙΜΟ ΕΠΤΑΜΕΡΟ ΤΗΣ ΙΣΤΟΡΙΑΣ [1206,28,1583,43]
ad-doctor-name: ΚΑΡΑΓΙΩΡΓΗΣ ΑΝΤΩΝΙΟΣ [1025,1106,1182,1118]
serial-body: —Ὑπάρχει, καὶ ὑπάρχουν τόσο πολλοὶ ποὺ δὲν ξέρω τί νὰ κάνω. Τὸ Ρέμπερτ, εἶπε. Τὰ ποτὰ καὶ τὰ παιδιά τοῦ ἀξίζουν. —Καὶ ὅταν τέλειωσε ὁ Μακγκόβαν τὸ χρονικὸ τοῦ θανάτου, ὁ γέρος τοῦ εἶπε ὅτι πρέπει νὰ διατάξει τοὺς ἀνθρώπους του. —Ἔλα, Φέλ, εἶπε ὁ Νοϊντεμάνς, τὸ σχέδιο πρέπει νὰ δοθεῖ στὸν ἀρχηγὸ. [413,1106,610,1222]
ship-departure: Ἐκ Πειραιῶς 3 μ. μ. 21/1 [1320,751,1469,764]
crossword-cell [1164,441,1186,463]
ad-title: ΑΦΡΟΔΙΣΙΑ ΝΟΣΗΜΑΤΑ [32,792,175,803]
ship-name: «ΗΛΙΟΥΠΟΛΙΣ» [1323,1212,1468,1234]
crossword-cell [1055,550,1077,572]
crossword-cell [1164,463,1186,485]
section-title: ΑΠ' Ο,ΤΙ ΔΙΑΒΑΖΟΜΕ [440,37,585,93]
crossword-cell [1164,550,1186,572]
holy-week-article [1206,28,1583,584]
solution-heading: ΛΥΣΙΣ ΣΤΑΥΡΟΛΕΞΟΥ ΑΡ. 579 [1009,785,1142,795]
ship-name: Α/Π ΠΑΝΤΕΛΗΣ [1206,849,1392,873]
crossword-cell [1142,528,1164,550]
article-body: γκρίζα καὶ μιὰ βράση μὲ πέτρινες κολόνες στὸ χέρι. Ἀγαπητοὶ μου φίλοι ποὺ ὑπάρχει μιὰ ἄλλη ἑτοιμασία ἐδῶ ἀπὸ τὸν Τεοντὸρ. Τὸ πρωινὸ νικήθηκε ὁ Λουδοβῖκος καὶ τὸ Παρίσι σβήνει μὲ τὸ φῶς τῆς ἡμέρας. [1398,216,1583,289]
serial-continued [413,1106,610,2318]
crossword-cell [1055,441,1077,463]
shipping-city: ΠΕΙΡΑΙΕΥΣ [1364,697,1425,709]
crossword-cell [1142,550,1164,572]
ad-text: Ἰατρὸς Ἐλληνικοῦ Παθολογικοῦ Ἐνδοκρινολογικοῦ. Δέχεται 10-12 μ.μ. καὶ 5-8. Ζάλογγου 26. Τηλ. 527.356. [422,1409,601,1442]
